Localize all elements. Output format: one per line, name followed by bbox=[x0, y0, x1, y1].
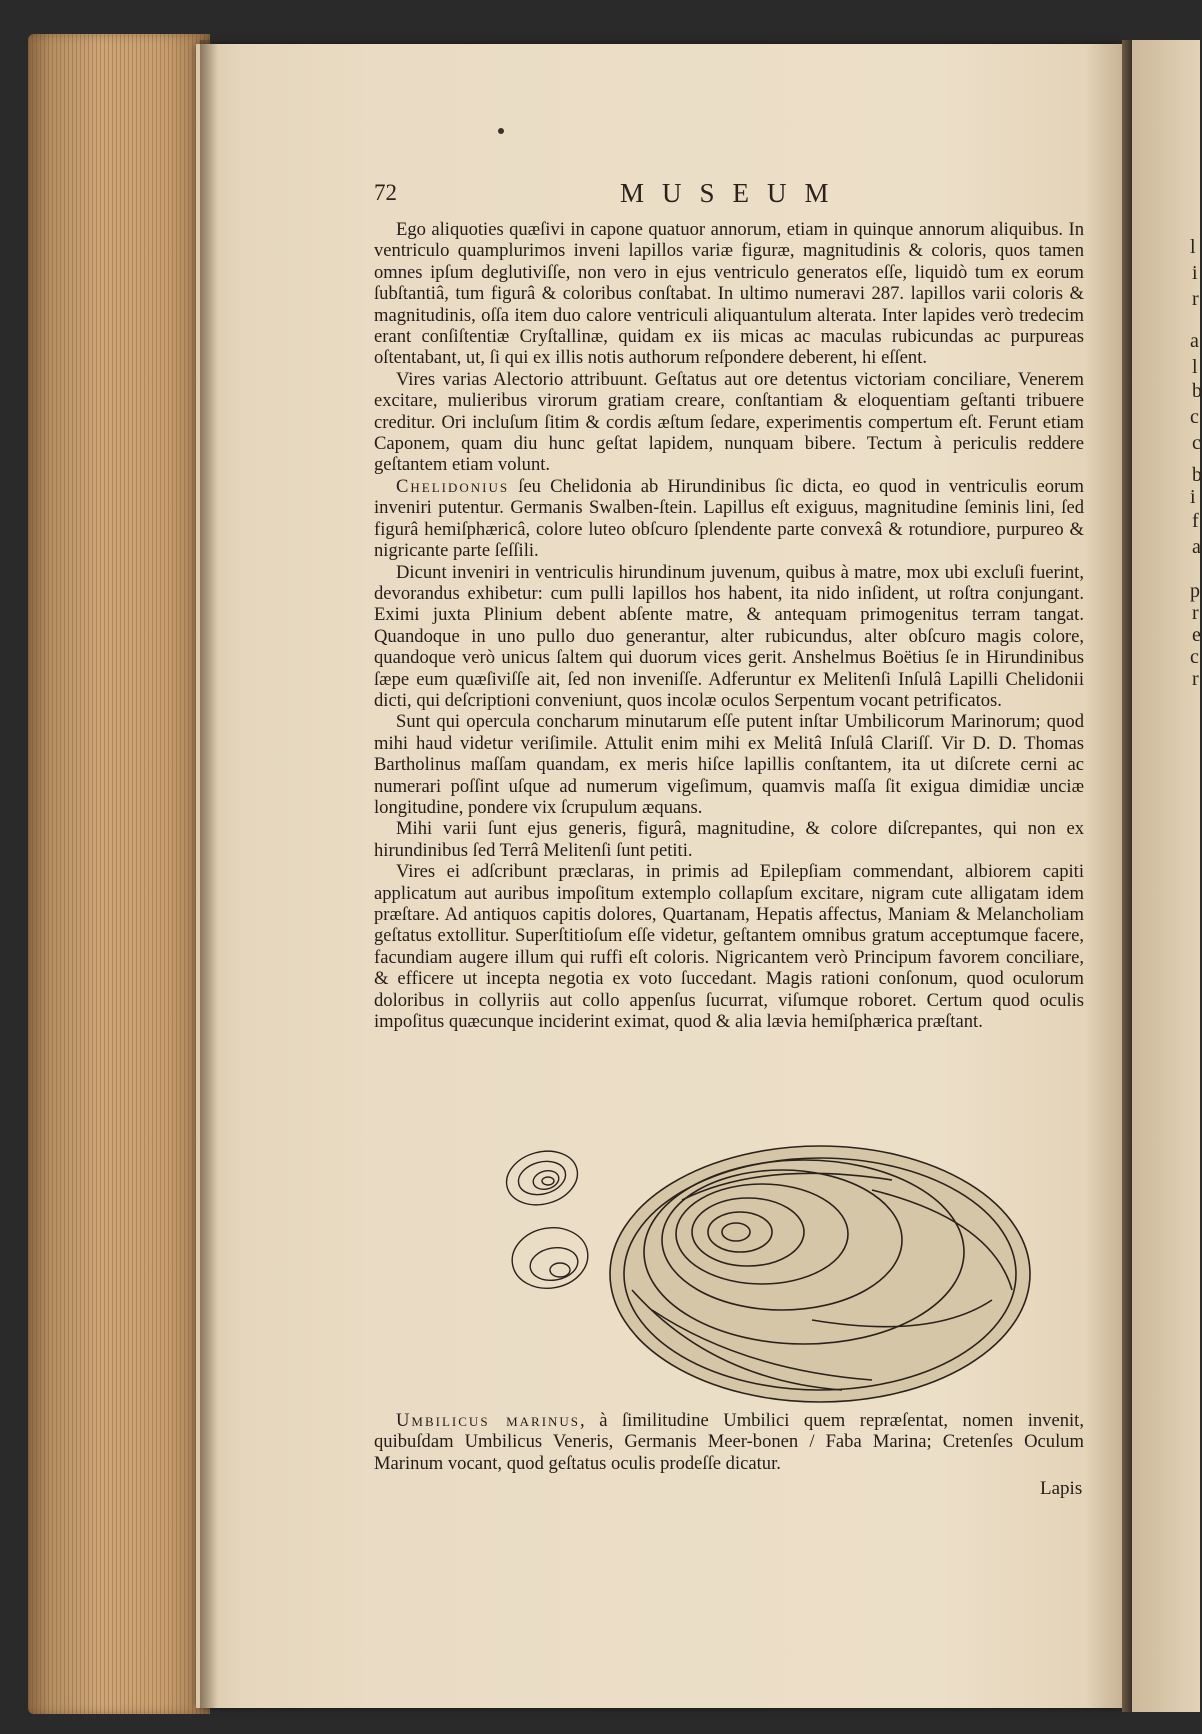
paragraph: Sunt qui opercula concharum minutarum eſſe putent inſtar Umbilicorum Marinorum; quod mihi haud videtur veriſimile. Attulit enim mihi ex Melitâ Inſulâ Clariſſ. Vir D. D. Thomas Bartholinus maſſam quandam, ex meris hiſce lapillis conſtantem, ita ut diſcrete cerni ac numerari poſſint uſque ad numerum vigeſimum, quamvis maſſa ſit exigua dimidiæ unciæ longitudine, pondere vix ſcrupulum æquans. bbox=[374, 711, 1084, 818]
facing-page-fragment: c bbox=[1190, 646, 1199, 668]
facing-page-fragment: i bbox=[1190, 486, 1196, 508]
paragraph: Mihi varii ſunt ejus generis, figurâ, magnitudine, & colore diſcrepantes, qui non ex hirundinibus ſed Terrâ Melitenſi ſunt petiti. bbox=[374, 818, 1084, 861]
facing-page-fragment: r bbox=[1192, 668, 1199, 690]
catchword: Lapis bbox=[1040, 1478, 1083, 1499]
folio-number: 72 bbox=[374, 180, 397, 205]
paragraph: Ego aliquoties quæſivi in capone quatuor annorum, etiam in quinque annorum aliquibus. In ventriculo quamplurimos inveni lapillos variæ figuræ, magnitudinis & coloris, quos tamen omnes ipſum deglutiviſſe, non vero in ejus ventriculo generatos eſſe, liquidò tum ex eorum ſubſtantiâ, tum figurâ & coloribus conſtabat. In ultimo numeravi 287. lapillos varii coloris & magnitudinis, oſſa item duo calore ventriculi aliquantulum alterata. Inter lapides verò tredecim erant conſiſtentiæ Cryſtallinæ, quidam ex iis micas ac maculas rubicundas ac purpureas oſtentabant, ut, ſi qui ex illis notis authorum reſpondere deberent, hi eſſent. bbox=[374, 219, 1084, 369]
book-gutter bbox=[1122, 40, 1132, 1712]
facing-page-fragment: l bbox=[1190, 236, 1196, 258]
shell-woodcut bbox=[512, 1140, 1072, 1400]
facing-page-fragment: c bbox=[1192, 432, 1201, 454]
facing-page-fragment: r bbox=[1192, 288, 1199, 310]
small-shell-top-illustration bbox=[500, 1144, 583, 1213]
body-text bbox=[374, 219, 1084, 1032]
caption-text: , à ſimilitudine Umbilici quem repræſentat, nomen invenit, quibuſdam Umbilicus Veneris, Germanis Meer-bonen / Faba Marina; Cretenſes Oculum Marinum vocant, quod geſtatus oculis prodeſſe dicatur. bbox=[374, 1410, 1084, 1474]
running-head: MUSEUM bbox=[620, 178, 847, 208]
paragraph: Vires ei adſcribunt præclaras, in primis ad Epilepſiam commendant, albiorem capiti applicatum aut auribus impoſitum extemplo collapſum excitare, nigram cute alligatam idem præſtare. Ad antiquos capitis dolores, Quartanam, Hepatis affectus, Maniam & Melancholiam geſtatus extollitur. Superſtitioſum eſſe videtur, geſtantem omnibus gratum acceptumque facere, facundiam augere illum qui ruffi eſt coloris. Nigricantem verò Principum favorem conciliare, & efficere ut incepta negotia ex voto ſuccedant. Magis rationi conſonum, quod oculorum doloribus in collyriis aut collo appenſus ſucurrat, viſumque roboret. Certum quod oculis impoſitus quæcunque inciderint eximat, quod & alia lævia hemiſphærica præſtant. bbox=[374, 861, 1084, 1033]
facing-page-fragment: e bbox=[1192, 624, 1201, 646]
facing-page-fragment: c bbox=[1190, 406, 1199, 428]
facing-page-edge bbox=[1132, 40, 1200, 1712]
page-edge-shadow bbox=[200, 40, 218, 1708]
facing-page-fragment: l bbox=[1192, 356, 1198, 378]
ink-spot bbox=[498, 128, 504, 134]
paragraph-chelidonius bbox=[374, 476, 1084, 562]
facing-page-fragment: a bbox=[1190, 330, 1199, 352]
facing-page-fragment: a bbox=[1192, 536, 1201, 558]
facing-page-fragment: b bbox=[1192, 464, 1202, 486]
caption-heading: Umbilicus marinus bbox=[396, 1410, 581, 1431]
facing-page-fragment: f bbox=[1192, 510, 1199, 532]
facing-page-fragment: i bbox=[1192, 262, 1198, 284]
book-fore-edge bbox=[28, 34, 210, 1714]
facing-page-fragment: p bbox=[1190, 580, 1200, 602]
facing-page-fragment: r bbox=[1192, 602, 1199, 624]
paragraph: Dicunt inveniri in ventriculis hirundinum juvenum, quibus à matre, mox ubi excluſi fuerint, devorandus exhibetur: cum pulli lapillos hos habent, ita nido inſident, ut roſtra conjungant. Eximi juxta Plinium debent abſente matre, & antequam primogenitus terram tangat. Quandoque in uno pullo duo generantur, alter rubicundus, alter obſcuro magis colore, quandoque verò unicus ſaltem qui duorum vices gerit. Anshelmus Boëtius ſe in Hirundinibus ſæpe eum quæſiviſſe ait, ſed non inveniſſe. Adferuntur ex Melitenſi Inſulâ Lapilli Chelidonii dicti, qui deſcriptioni conveniunt, quos incolæ oculos Serpentum vocant petrificatos. bbox=[374, 561, 1084, 711]
figure-caption bbox=[374, 1410, 1084, 1474]
entry-heading: Chelidonius bbox=[396, 475, 510, 497]
facing-page-fragment: b bbox=[1192, 380, 1202, 402]
small-shell-bottom-illustration bbox=[507, 1222, 592, 1294]
large-shell-illustration bbox=[610, 1146, 1030, 1402]
entry-text: ſeu Chelidonia ab Hirundinibus ſic dicta, eo quod in ventriculis eorum inveniri putentur. Germanis Swalben-ſtein. Lapillus eſt exiguus, magnitudine ſeminis lini, ſed figurâ hemiſphæricâ, colore luteo obſcuro ſplendente parte convexâ & rotundiore, purpureo & nigricante parte ſeſſili. bbox=[374, 475, 1084, 562]
paragraph: Vires varias Alectorio attribuunt. Geſtatus aut ore detentus victoriam conciliare, Venerem excitare, mulieribus virorum gratiam creare, conſtantiam & eloquentiam geſtanti tribuere creditur. Ori incluſum ſitim & cordis æſtum ſedare, experimentis compertum eſt. Ferunt etiam Caponem, quam diu hunc geſtat lapidem, nunquam bibere. Tectum à periculis reddere geſtantem etiam volunt. bbox=[374, 368, 1084, 476]
caption-paragraph bbox=[374, 1410, 1084, 1474]
page-header bbox=[374, 176, 1094, 210]
